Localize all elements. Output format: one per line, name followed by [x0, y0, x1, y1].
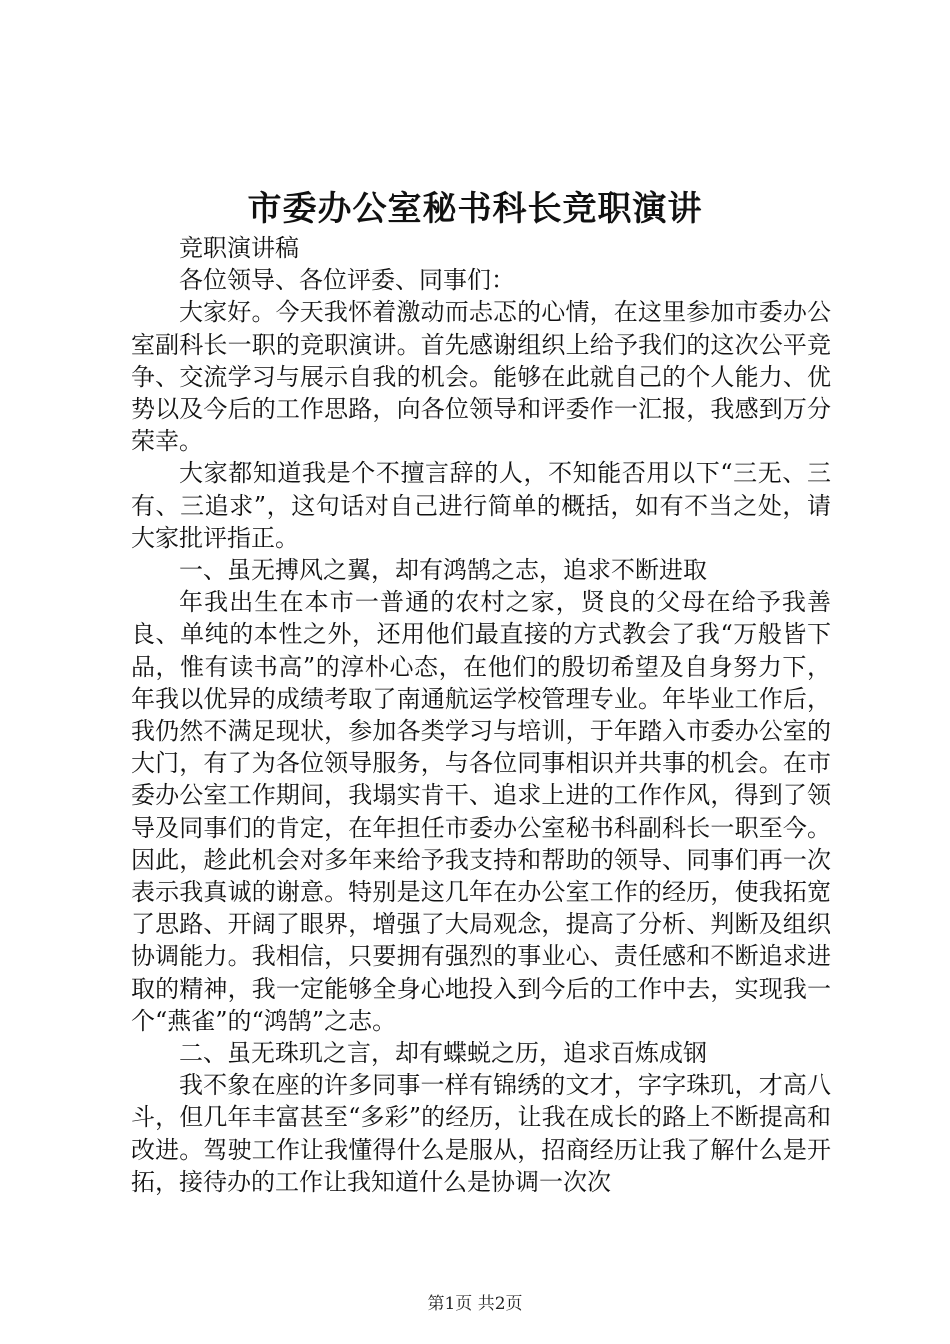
paragraph-section-two: 我不象在座的许多同事一样有锦绣的文才，字字珠玑，才高八斗，但几年丰富甚至“多彩”的经历，让我在成长的路上不断提高和改进。驾驶工作让我懂得什么是服从，招商经历让我了解什么是开拓，接待办的工作让我知道什么是协调一次次	[131, 1071, 831, 1196]
section-heading-one: 一、虽无搏风之翼，却有鸿鹄之志，追求不断进取	[179, 556, 707, 585]
paragraph-intro: 大家都知道我是个不擅言辞的人，不知能否用以下“三无、三有、三追求”，这句话对自己进行简单的概括，如有不当之处，请大家批评指正。	[131, 459, 831, 552]
paragraph-subtitle: 竞职演讲稿	[179, 234, 299, 262]
paragraph-section-one: 年我出生在本市一普通的农村之家，贤良的父母在给予我善良、单纯的本性之外，还用他们最直接的方式教会了我“万般皆下品，惟有读书高”的淳朴心态，在他们的殷切希望及自身努力下，年我以优异的成绩考取了南通航运学校管理专业。年毕业工作后，我仍然不满足现状，参加各类学习与培训，于年踏入市委办公室的大门，有了为各位领导服务，与各位同事相识并共事的机会。在市委办公室工作期间，我塌实肯干、追求上进的工作作风，得到了领导及同事们的肯定，在年担任市委办公室秘书科副科长一职至今。因此，趁此机会对多年来给予我支持和帮助的领导、同事们再一次表示我真诚的谢意。特别是这几年在办公室工作的经历，使我拓宽了思路、开阔了眼界，增强了大局观念，提高了分析、判断及组织协调能力。我相信，只要拥有强烈的事业心、责任感和不断追求进取的精神，我一定能够全身心地投入到今后的工作中去，实现我一个“燕雀”的“鸿鹄”之志。	[131, 588, 831, 1035]
document-title: 市委办公室秘书科长竞职演讲	[247, 189, 703, 229]
paragraph-opening: 大家好。今天我怀着激动而忐忑的心情，在这里参加市委办公室副科长一职的竞职演讲。首先感谢组织上给予我们的这次公平竞争、交流学习与展示自我的机会。能够在此就自己的个人能力、优势以及今后的工作思路，向各位领导和评委作一汇报，我感到万分荣幸。	[131, 298, 831, 456]
paragraph-salutation: 各位领导、各位评委、同事们：	[179, 266, 515, 295]
section-heading-two: 二、虽无珠玑之言，却有蝶蜕之历，追求百炼成钢	[179, 1039, 707, 1068]
page-footer: 第1页 共2页	[427, 1294, 523, 1314]
document-body	[131, 232, 831, 1198]
